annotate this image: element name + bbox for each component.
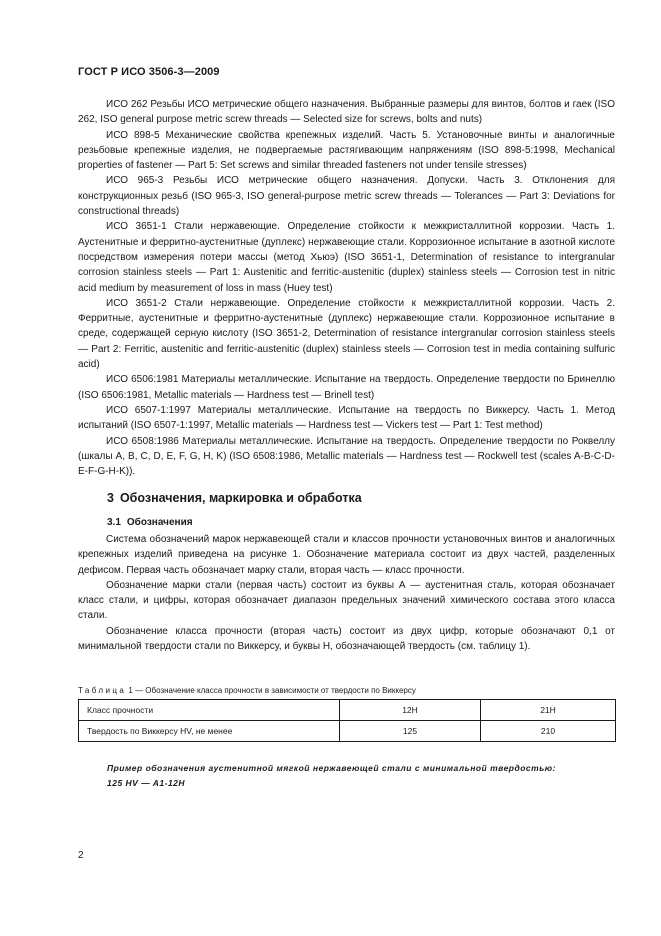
section-heading xyxy=(107,491,368,505)
section-number: 3 xyxy=(107,491,114,505)
table-label: Таблица xyxy=(78,686,127,695)
normative-references xyxy=(78,97,615,479)
table-cell: 12H xyxy=(340,700,481,721)
example-designation: 125 HV — A1-12H xyxy=(107,778,186,788)
body-paragraph: Обозначение марки стали (первая часть) состоит из буквы А — аустенитная сталь, которая обозначает класс стали, и цифры, которая обозначает диапазон предельных значений химического состава этого класса стали. xyxy=(78,579,615,622)
body-paragraph: Система обозначений марок нержавеющей стали и классов прочности установочных винтов и аналогичных крепежных изделий приведена на рисунке 1. Обозначение материала состоит из двух частей, разделенных дефисом. Первая часть обозначает марку стали, вторая часть — класс прочности. xyxy=(78,534,615,576)
table-caption xyxy=(78,686,416,695)
table-cell: 210 xyxy=(481,721,616,742)
section-body xyxy=(78,532,615,654)
table-cell: Класс прочности xyxy=(79,700,340,721)
section-title: Обозначения, маркировка и обработка xyxy=(119,491,362,505)
document-header: ГОСТ Р ИСО 3506-3—2009 xyxy=(78,66,220,78)
subsection-title: Обозначения xyxy=(126,517,193,528)
table-caption-text: 1 — Обозначение класса прочности в зависимости от твердости по Виккерсу xyxy=(128,686,416,695)
reference-item: ИСО 6507-1:1997 Материалы металлические. Испытание на твердость по Виккерсу. Часть 1. Метод испытаний (ISO 6507-1:1997, Metallic materials — Hardness test — Vickers test — Part 1: Test method) xyxy=(78,404,615,432)
reference-item: ИСО 6506:1981 Материалы металлические. Испытание на твердость. Определение твердости по Бринеллю (ISO 6506:1981, Metallic materials — Hardness test — Brinell test) xyxy=(78,374,615,401)
strength-class-table xyxy=(78,699,616,742)
designation-example xyxy=(107,761,556,791)
reference-item: ИСО 262 Резьбы ИСО метрические общего назначения. Выбранные размеры для винтов, болтов и гаек (ISO 262, ISO general purpose metric screw threads — Selected size for screws, bolts and nuts) xyxy=(78,99,615,126)
body-paragraph: Обозначение класса прочности (вторая часть) состоит из двух цифр, которые обозначают 0,1 от минимальной твердости стали по Виккерсу, и буквы Н, обозначающей твердость (см. таблицу 1). xyxy=(78,625,615,653)
table-cell: 21H xyxy=(481,700,616,721)
subsection-heading xyxy=(107,517,199,528)
reference-item: ИСО 3651-2 Стали нержавеющие. Определение стойкости к межкристаллитной коррозии. Часть 2. Ферритные, аустенитные и ферритно-аустенитные (дуплекс) нержавеющие стали. Коррозионное испытание в среде, содержащей серную кислоту (ISO 3651-2, Determination of resistance intergranular corrosion stainless steels — Part 2: Ferritic, austenitic and ferritic-austenitic (duplex) stainless steels — Corrosion test in media containing sulfuric acid) xyxy=(78,297,615,371)
page-number: 2 xyxy=(78,850,84,861)
reference-item: ИСО 3651-1 Стали нержавеющие. Определение стойкости к межкристаллитной коррозии. Часть 1. Аустенитные и ферритно-аустенитные (дуплекс) нержавеющие стали. Коррозионное испытание в азотной кислоте посредством измерения потери массы (метод Хьюэ) (ISO 3651-1, Determination of resistance to intergranular corrosion stainless steels — Part 1: Austenitic and ferritic-austenitic (duplex) stainless steels — Corrosion test in nitric acid medium by measurement of loss in mass (Huey test) xyxy=(78,221,615,294)
reference-item: ИСО 6508:1986 Материалы металлические. Испытание на твердость. Определение твердости по Роквеллу (шкалы A, B, C, D, E, F, G, H, K) (ISO 6508:1986, Metallic materials — Hardness test — Rockwell test (scales A-B-C-D-E-F-G-H-K)). xyxy=(78,435,615,478)
table-row xyxy=(79,721,616,742)
reference-item: ИСО 965-3 Резьбы ИСО метрические общего назначения. Допуски. Часть 3. Отклонения для конструкционных резьб (ISO 965-3, ISO general-purpose metric screw threads — Tolerances — Part 3: Deviations for constructional threads) xyxy=(78,175,615,218)
example-text: Пример обозначения аустенитной мягкой нержавеющей стали с минимальной твердостью: xyxy=(107,763,556,773)
reference-item: ИСО 898-5 Механические свойства крепежных изделий. Часть 5. Установочные винты и аналогичные резьбовые крепежные изделия, не подвергаемые растягивающим напряжениям (ISO 898-5:1998, Mechanical properties of fastener — Part 5: Set screws and similar threaded fasteners not under tensile stresses) xyxy=(78,129,615,172)
table-row xyxy=(79,700,616,721)
subsection-number: 3.1 xyxy=(107,517,121,528)
table-cell: Твердость по Виккерсу HV, не менее xyxy=(79,721,340,742)
table-cell: 125 xyxy=(340,721,481,742)
